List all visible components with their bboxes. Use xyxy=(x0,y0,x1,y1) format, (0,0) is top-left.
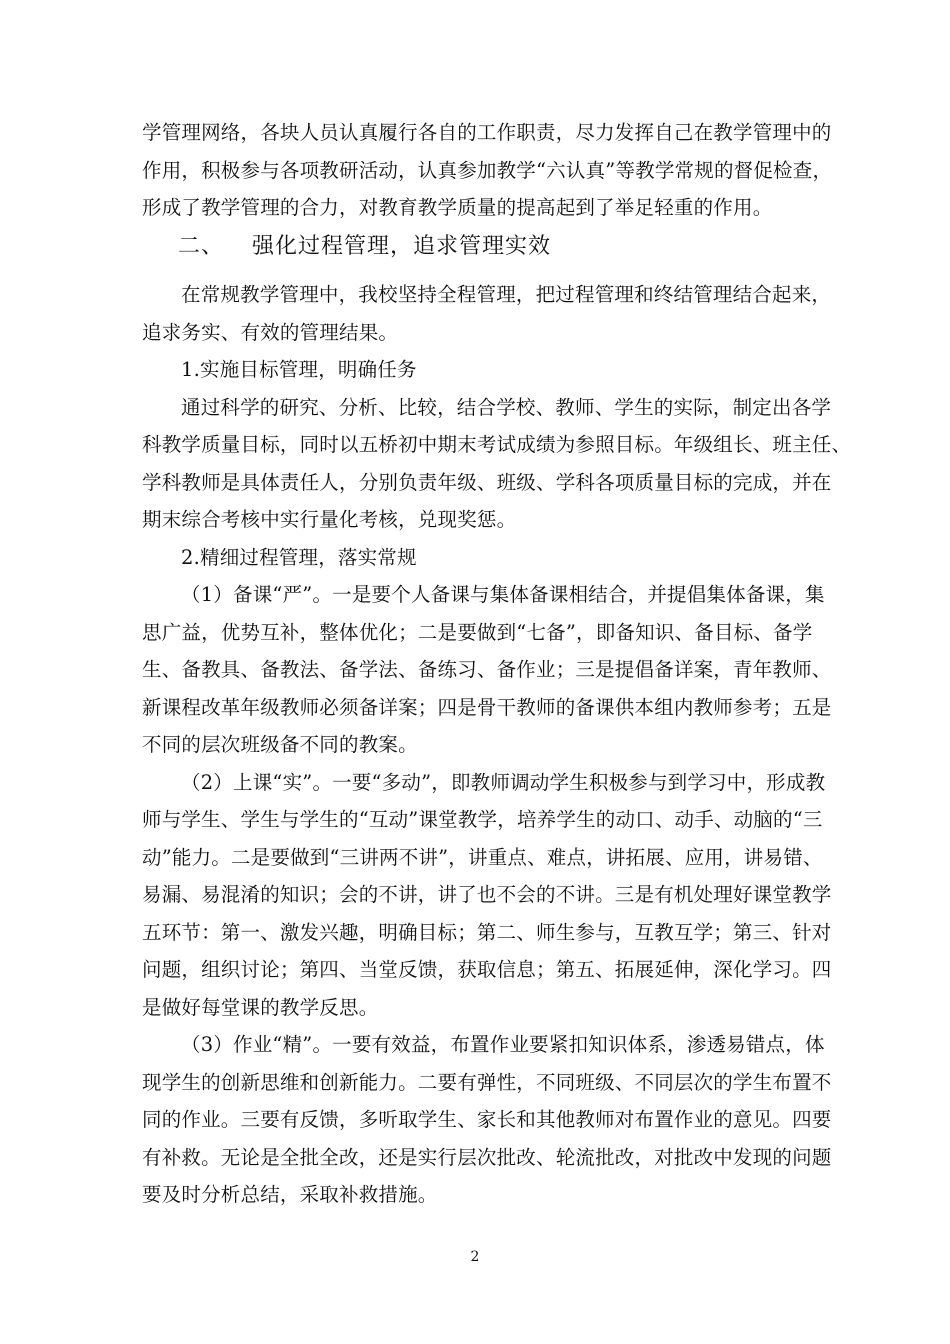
paragraph-line: 问题，组织讨论；第四、当堂反馈，获取信息；第五、拓展延伸，深化学习。四 xyxy=(142,958,832,981)
paragraph-line: 期末综合考核中实行量化考核，兑现奖惩。 xyxy=(142,508,517,531)
text-line: 作用，积极参与各项教研活动，认真参加教学“六认真”等教学常规的督促检查， xyxy=(142,158,833,182)
paragraph-line: （1）备课“严”。一是要个人备课与集体备课相结合，并提倡集体备课，集 xyxy=(181,583,825,606)
body-text xyxy=(142,276,852,1214)
paragraph-line: 不同的层次班级备不同的教案。 xyxy=(142,733,418,756)
section-number: 二、 xyxy=(178,234,225,259)
paragraph-line: 通过科学的研究、分析、比较，结合学校、教师、学生的实际，制定出各学 xyxy=(181,395,832,419)
paragraph-line: 现学生的创新思维和创新能力。二要有弹性，不同班级、不同层次的学生布置不 xyxy=(142,1070,832,1094)
subheading-line: 2.精细过程管理，落实常规 xyxy=(181,545,417,569)
paragraph-line: 师与学生、学生与学生的“互动”课堂教学，培养学生的动口、动手、动脑的“三 xyxy=(142,808,823,831)
page-number: 2 xyxy=(470,1249,480,1265)
paragraph-line: 追求务实、有效的管理结果。 xyxy=(142,320,399,344)
paragraph-line: 新课程改革年级教师必须备详案；四是骨干教师的备课供本组内教师参考；五是 xyxy=(142,695,832,719)
section-heading xyxy=(178,232,551,262)
intro-paragraph xyxy=(142,114,833,227)
paragraph-line: 易漏、易混淆的知识；会的不讲，讲了也不会的不讲。三是有机处理好课堂教学 xyxy=(142,883,832,906)
paragraph-line: 有补救。无论是全批全改，还是实行层次批改、轮流批改，对批改中发现的问题 xyxy=(142,1145,832,1169)
paragraph-line: 生、备教具、备教法、备学法、备练习、备作业；三是提倡备详案，青年教师、 xyxy=(142,658,832,681)
paragraph-line: 动”能力。二是要做到“三讲两不讲”，讲重点、难点，讲拓展、应用，讲易错、 xyxy=(142,845,823,869)
paragraph-line: 学科教师是具体责任人，分别负责年级、班级、学科各项质量目标的完成，并在 xyxy=(142,470,832,494)
paragraph-line: 要及时分析总结，采取补救措施。 xyxy=(142,1183,438,1206)
section-title: 强化过程管理，追求管理实效 xyxy=(252,234,552,259)
paragraph-line: （2）上课“实”。一要“多动”，即教师调动学生积极参与到学习中，形成教 xyxy=(181,770,826,794)
paragraph-line: 思广益，优势互补，整体优化；二是要做到“七备”，即备知识、备目标、备学 xyxy=(142,620,813,644)
paragraph-line: 在常规教学管理中，我校坚持全程管理，把过程管理和终结管理结合起来， xyxy=(181,283,832,306)
text-line: 形成了教学管理的合力，对教育教学质量的提高起到了举足轻重的作用。 xyxy=(142,196,773,219)
text-line: 学管理网络，各块人员认真履行各自的工作职责，尽力发挥自己在教学管理中的 xyxy=(142,121,832,144)
paragraph-line: 科教学质量目标，同时以五桥初中期末考试成绩为参照目标。年级组长、班主任、 xyxy=(142,433,852,456)
paragraph-line: 五环节：第一、激发兴趣，明确目标；第二、师生参与，互教互学；第三、针对 xyxy=(142,920,832,944)
subheading-line: 1.实施目标管理，明确任务 xyxy=(181,358,417,381)
paragraph-line: 同的作业。三要有反馈，多听取学生、家长和其他教师对布置作业的意见。四要 xyxy=(142,1108,832,1131)
paragraph-line: （3）作业“精”。一要有效益，布置作业要紧扣知识体系，渗透易错点，体 xyxy=(181,1033,825,1056)
paragraph-line: 是做好每堂课的教学反思。 xyxy=(142,995,379,1019)
